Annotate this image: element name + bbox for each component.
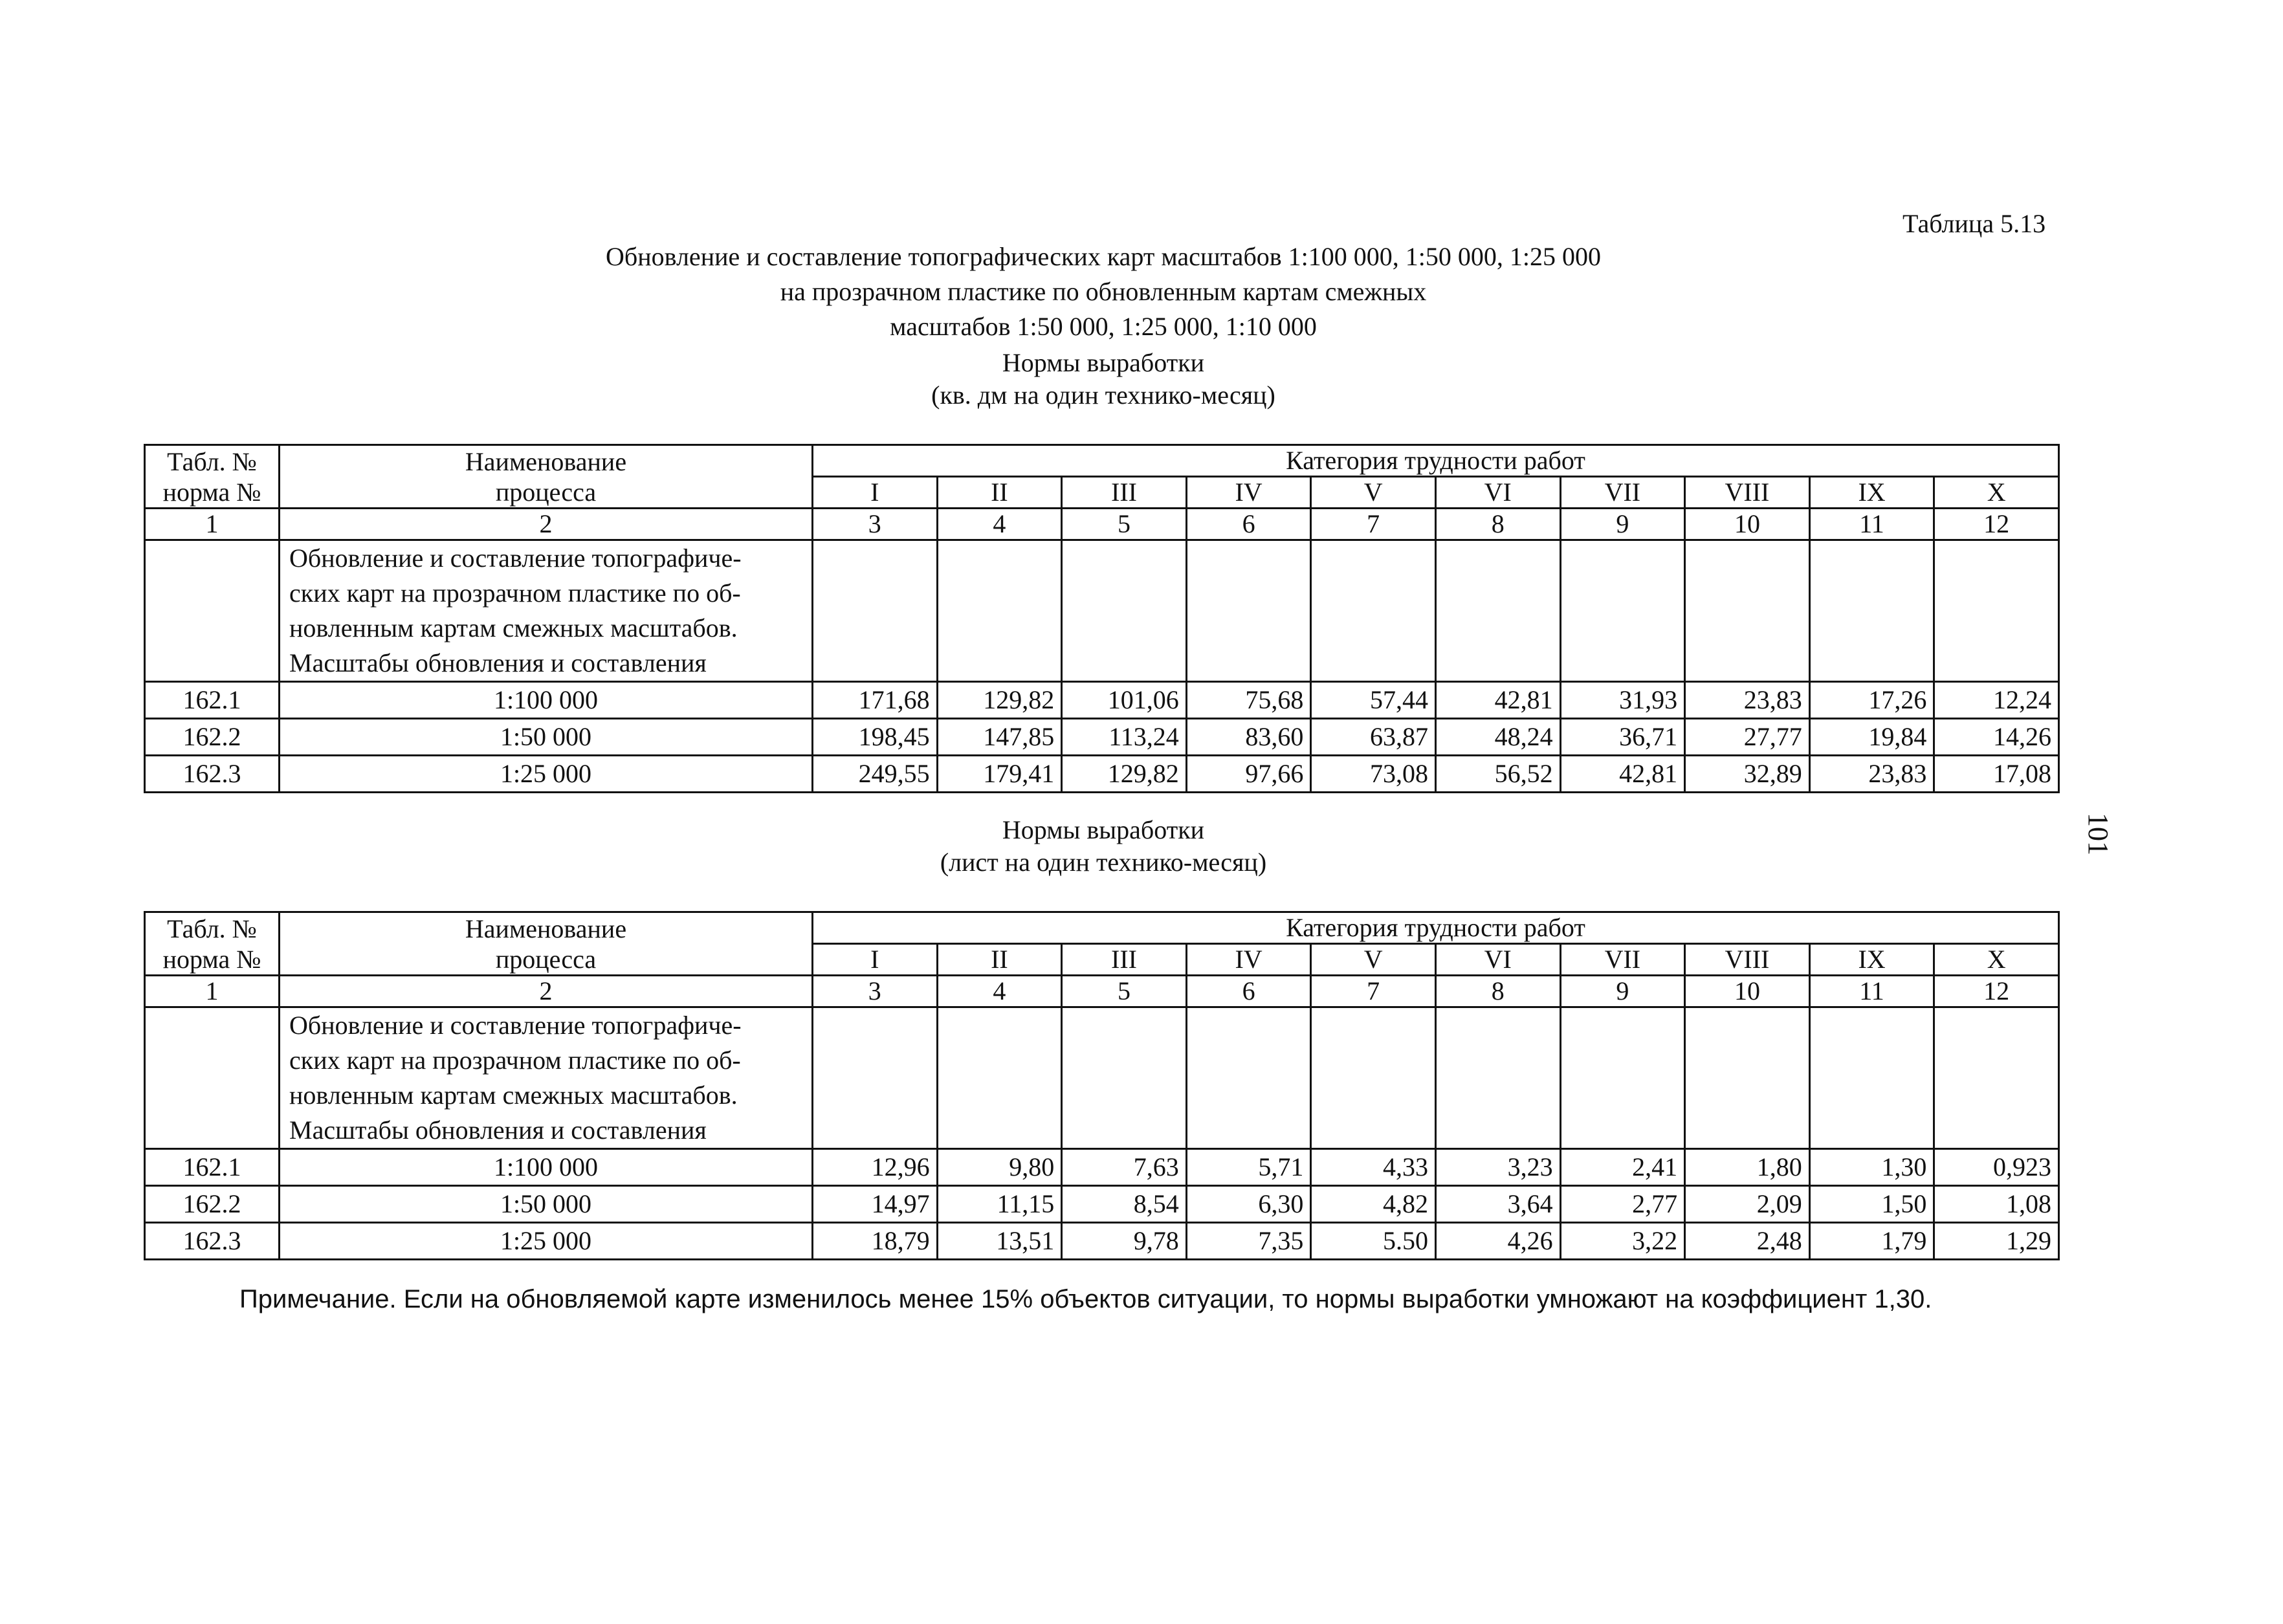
empty-cell [1435,540,1560,682]
norms-table-sq-dm [144,444,2060,793]
column-number-cell: 7 [1311,976,1436,1007]
header-process-cell: Наименование [280,445,813,477]
value-cell: 23,83 [1809,756,1934,793]
empty-cell [1311,1007,1436,1149]
column-number-row [145,509,2059,540]
empty-cell [1934,1007,2059,1149]
column-number-cell: 10 [1685,509,1810,540]
category-cell: II [937,944,1062,976]
category-cell: X [1934,477,2059,509]
column-number-cell: 9 [1560,976,1685,1007]
empty-cell [145,540,280,682]
value-cell: 23,83 [1685,682,1810,719]
table-row [145,756,2059,793]
empty-cell [1311,540,1436,682]
category-cell: VIII [1685,944,1810,976]
category-cell: VII [1560,944,1685,976]
value-cell: 31,93 [1560,682,1685,719]
value-cell: 0,923 [1934,1149,2059,1186]
value-cell: 2,09 [1685,1186,1810,1223]
description-row [145,1007,2059,1149]
header-norm-cell: Табл. № [145,912,280,944]
process-description: Обновление и составление топографиче- ских карт на прозрачном пластике по об- новленным картам смежных масштабов. Масштабы обновления и составления [280,1007,813,1149]
value-cell: 2,77 [1560,1186,1685,1223]
scale-cell: 1:25 000 [280,756,813,793]
footnote: Примечание. Если на обновляемой карте изменилось менее 15% объектов ситуации, то нормы выработки умножают на коэффициент 1,30. [239,1285,1932,1313]
value-cell: 3,22 [1560,1223,1685,1260]
value-cell: 19,84 [1809,719,1934,756]
description-row [145,540,2059,682]
value-cell: 1,50 [1809,1186,1934,1223]
value-cell: 48,24 [1435,719,1560,756]
header-process-cell: Наименование [280,912,813,944]
value-cell: 12,96 [813,1149,938,1186]
value-cell: 8,54 [1062,1186,1187,1223]
table-row [145,1186,2059,1223]
value-cell: 42,81 [1435,682,1560,719]
category-cell: III [1062,944,1187,976]
column-number-cell: 6 [1186,976,1311,1007]
value-cell: 179,41 [937,756,1062,793]
table2-subtitle [401,814,1805,879]
column-number-cell: 11 [1809,509,1934,540]
norm-number-cell: 162.3 [145,756,280,793]
column-number-cell: 12 [1934,509,2059,540]
value-cell: 14,97 [813,1186,938,1223]
value-cell: 36,71 [1560,719,1685,756]
table-row [145,719,2059,756]
title-line: Обновление и составление топографических карт масштабов 1:100 000, 1:50 000, 1:25 000 [605,242,1602,271]
empty-cell [1809,540,1934,682]
empty-cell [1560,540,1685,682]
scale-cell: 1:50 000 [280,719,813,756]
category-cell: VI [1435,944,1560,976]
header-row [145,477,2059,509]
category-cell: IV [1186,944,1311,976]
column-number-cell: 2 [280,509,813,540]
norm-number-cell: 162.1 [145,1149,280,1186]
column-number-cell: 9 [1560,509,1685,540]
category-cell: I [813,944,938,976]
header-row [145,912,2059,944]
value-cell: 2,48 [1685,1223,1810,1260]
subtitle-line: Нормы выработки [1002,348,1205,377]
column-number-cell: 5 [1062,509,1187,540]
header-process-cell: процесса [280,944,813,976]
value-cell: 7,35 [1186,1223,1311,1260]
value-cell: 5,71 [1186,1149,1311,1186]
value-cell: 198,45 [813,719,938,756]
column-number-cell: 3 [813,509,938,540]
value-cell: 12,24 [1934,682,2059,719]
empty-cell [813,1007,938,1149]
page-number: 101 [2082,813,2114,855]
document-title [401,239,1805,344]
norms-table-sheets [144,911,2060,1260]
header-norm-cell: Табл. № [145,445,280,477]
subtitle-line: Нормы выработки [1002,815,1205,844]
category-cell: IX [1809,944,1934,976]
scale-cell: 1:100 000 [280,1149,813,1186]
category-cell: VIII [1685,477,1810,509]
value-cell: 14,26 [1934,719,2059,756]
value-cell: 171,68 [813,682,938,719]
empty-cell [145,1007,280,1149]
empty-cell [1186,540,1311,682]
value-cell: 4,33 [1311,1149,1436,1186]
value-cell: 75,68 [1186,682,1311,719]
value-cell: 113,24 [1062,719,1187,756]
norm-number-cell: 162.2 [145,719,280,756]
category-cell: VI [1435,477,1560,509]
value-cell: 4,26 [1435,1223,1560,1260]
value-cell: 97,66 [1186,756,1311,793]
empty-cell [1934,540,2059,682]
value-cell: 2,41 [1560,1149,1685,1186]
value-cell: 17,26 [1809,682,1934,719]
subtitle-line: (лист на один технико-месяц) [940,848,1267,877]
value-cell: 1,30 [1809,1149,1934,1186]
title-line: масштабов 1:50 000, 1:25 000, 1:10 000 [890,312,1317,341]
value-cell: 11,15 [937,1186,1062,1223]
value-cell: 3,64 [1435,1186,1560,1223]
column-number-cell: 8 [1435,976,1560,1007]
value-cell: 18,79 [813,1223,938,1260]
category-cell: I [813,477,938,509]
category-cell: V [1311,477,1436,509]
category-cell: VII [1560,477,1685,509]
value-cell: 27,77 [1685,719,1810,756]
column-number-cell: 12 [1934,976,2059,1007]
category-cell: III [1062,477,1187,509]
column-number-row [145,976,2059,1007]
column-number-cell: 2 [280,976,813,1007]
value-cell: 129,82 [1062,756,1187,793]
empty-cell [937,540,1062,682]
table-row [145,1149,2059,1186]
column-number-cell: 11 [1809,976,1934,1007]
category-cell: IX [1809,477,1934,509]
column-number-cell: 10 [1685,976,1810,1007]
empty-cell [1435,1007,1560,1149]
column-number-cell: 8 [1435,509,1560,540]
empty-cell [813,540,938,682]
scale-cell: 1:25 000 [280,1223,813,1260]
value-cell: 17,08 [1934,756,2059,793]
category-cell: X [1934,944,2059,976]
column-number-cell: 6 [1186,509,1311,540]
table1-subtitle [401,347,1805,411]
value-cell: 1,08 [1934,1186,2059,1223]
value-cell: 3,23 [1435,1149,1560,1186]
value-cell: 63,87 [1311,719,1436,756]
column-number-cell: 1 [145,509,280,540]
value-cell: 9,80 [937,1149,1062,1186]
column-number-cell: 4 [937,509,1062,540]
empty-cell [1186,1007,1311,1149]
value-cell: 4,82 [1311,1186,1436,1223]
value-cell: 73,08 [1311,756,1436,793]
column-number-cell: 7 [1311,509,1436,540]
header-process-cell: процесса [280,477,813,509]
empty-cell [1560,1007,1685,1149]
scale-cell: 1:50 000 [280,1186,813,1223]
value-cell: 32,89 [1685,756,1810,793]
empty-cell [1685,540,1810,682]
value-cell: 147,85 [937,719,1062,756]
header-row [145,944,2059,976]
empty-cell [1062,540,1187,682]
value-cell: 1,79 [1809,1223,1934,1260]
value-cell: 56,52 [1435,756,1560,793]
header-row [145,445,2059,477]
column-number-cell: 5 [1062,976,1187,1007]
value-cell: 5.50 [1311,1223,1436,1260]
category-cell: IV [1186,477,1311,509]
value-cell: 42,81 [1560,756,1685,793]
column-number-cell: 3 [813,976,938,1007]
value-cell: 83,60 [1186,719,1311,756]
table-label: Таблица 5.13 [1902,209,2046,238]
category-cell: II [937,477,1062,509]
scale-cell: 1:100 000 [280,682,813,719]
empty-cell [1062,1007,1187,1149]
header-norm-cell: норма № [145,477,280,509]
norm-number-cell: 162.1 [145,682,280,719]
value-cell: 6,30 [1186,1186,1311,1223]
value-cell: 129,82 [937,682,1062,719]
empty-cell [1809,1007,1934,1149]
value-cell: 101,06 [1062,682,1187,719]
column-number-cell: 1 [145,976,280,1007]
column-number-cell: 4 [937,976,1062,1007]
empty-cell [1685,1007,1810,1149]
title-line: на прозрачном пластике по обновленным картам смежных [780,277,1427,306]
value-cell: 1,80 [1685,1149,1810,1186]
norm-number-cell: 162.3 [145,1223,280,1260]
header-category-cell: Категория трудности работ [813,912,2059,944]
process-description: Обновление и составление топографиче- ских карт на прозрачном пластике по об- новленным картам смежных масштабов. Масштабы обновления и составления [280,540,813,682]
value-cell: 249,55 [813,756,938,793]
value-cell: 1,29 [1934,1223,2059,1260]
empty-cell [937,1007,1062,1149]
value-cell: 7,63 [1062,1149,1187,1186]
value-cell: 9,78 [1062,1223,1187,1260]
table-row [145,682,2059,719]
category-cell: V [1311,944,1436,976]
norm-number-cell: 162.2 [145,1186,280,1223]
value-cell: 57,44 [1311,682,1436,719]
subtitle-line: (кв. дм на один технико-месяц) [931,380,1275,410]
header-category-cell: Категория трудности работ [813,445,2059,477]
header-norm-cell: норма № [145,944,280,976]
value-cell: 13,51 [937,1223,1062,1260]
table-row [145,1223,2059,1260]
